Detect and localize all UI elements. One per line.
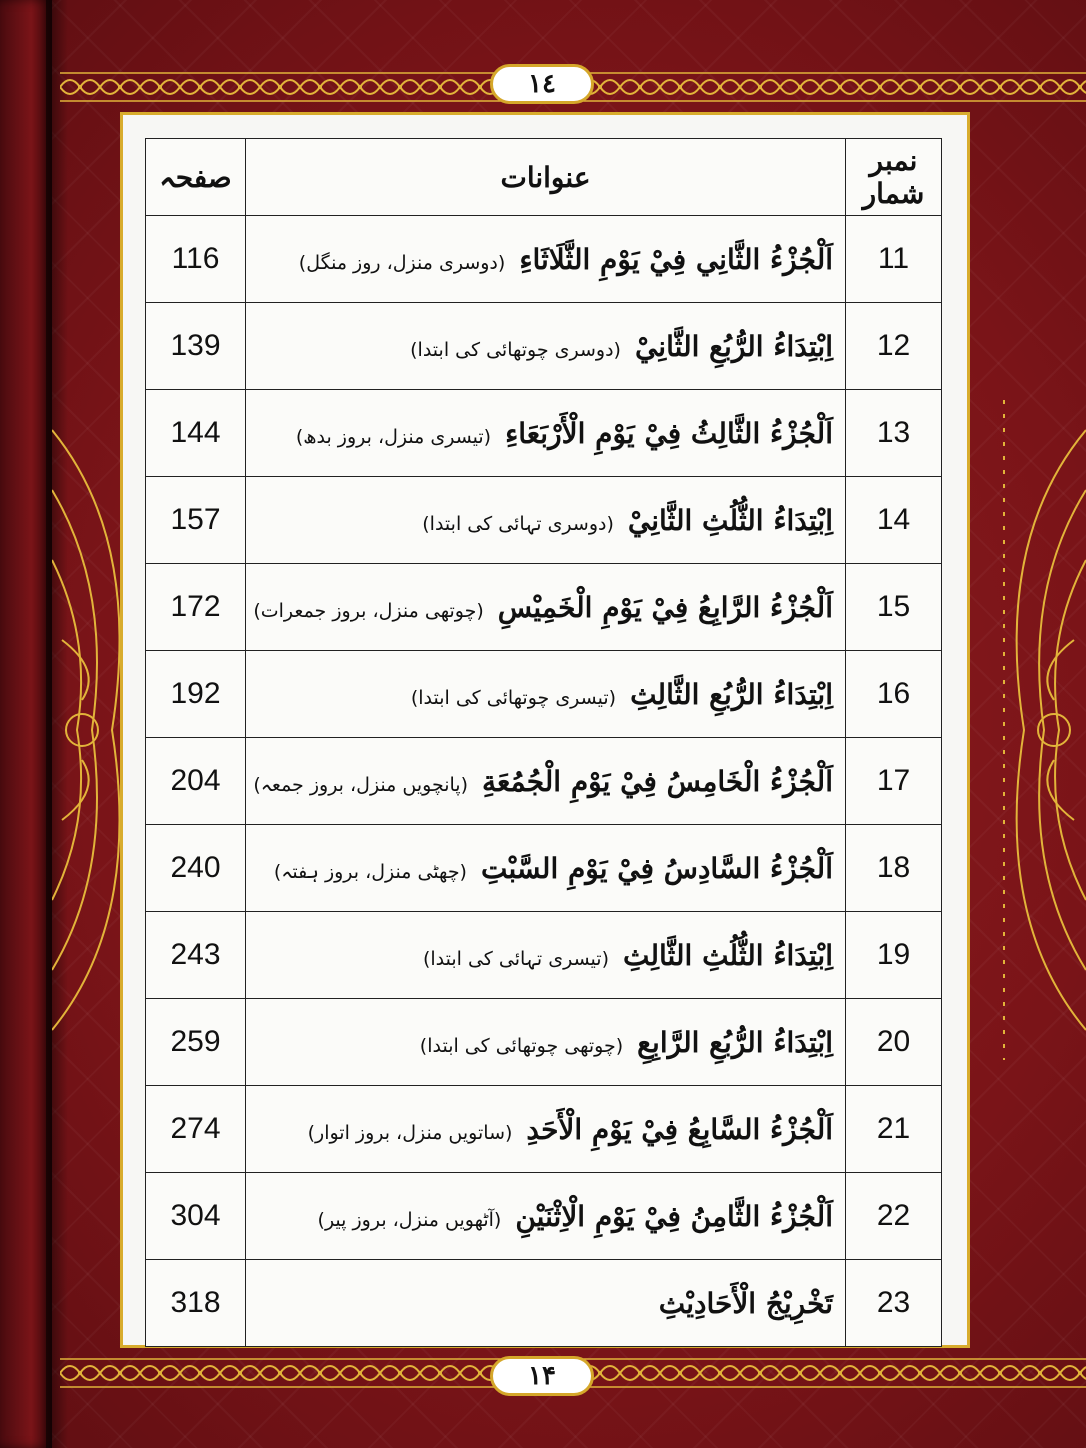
- table-row: [146, 303, 942, 390]
- row-arabic-title: اَلْجُزْءُ الثَّامِنُ فِيْ يَوْمِ الْاِثْنَيْنِ: [515, 1199, 833, 1233]
- table-row: [146, 564, 942, 651]
- row-urdu-note: (دوسری چوتھائی کی ابتدا): [410, 338, 621, 361]
- right-floral-ornament: [974, 340, 1086, 1120]
- table-row: [146, 1086, 942, 1173]
- row-serial: 19: [846, 912, 942, 999]
- row-urdu-note: (آٹھویں منزل، بروز پیر): [317, 1208, 502, 1231]
- row-title: [246, 477, 846, 564]
- row-urdu-note: (تیسری تہائی کی ابتدا): [422, 947, 609, 970]
- left-page-edge: [0, 0, 52, 1448]
- row-title: [246, 1086, 846, 1173]
- row-title: [246, 999, 846, 1086]
- row-serial: 13: [846, 390, 942, 477]
- row-urdu-note: (چھٹی منزل، بروز ہفتہ): [273, 860, 467, 883]
- row-arabic-title: اَلْجُزْءُ الثَّانِي فِيْ يَوْمِ الثَّلَاثَاءِ: [519, 242, 833, 276]
- row-arabic-title: اِبْتِدَاءُ الرُّبُعِ الثَّالِثِ: [630, 677, 833, 711]
- table-header-row: [146, 139, 942, 216]
- row-page: 274: [146, 1086, 246, 1173]
- row-serial: 16: [846, 651, 942, 738]
- row-page: 192: [146, 651, 246, 738]
- row-title: [246, 1173, 846, 1260]
- row-arabic-title: اِبْتِدَاءُ الرُّبُعِ الرَّابِعِ: [637, 1025, 833, 1059]
- row-urdu-note: (تیسری منزل، بروز بدھ): [295, 425, 492, 448]
- row-title: [246, 1260, 846, 1347]
- row-page: 139: [146, 303, 246, 390]
- table-row: [146, 999, 942, 1086]
- row-arabic-title: اَلْجُزْءُ السَّابِعُ فِيْ يَوْمِ الْأَحَدِ: [526, 1112, 833, 1146]
- row-page: 204: [146, 738, 246, 825]
- page-number-bottom: ١۴: [490, 1356, 594, 1396]
- row-arabic-title: اِبْتِدَاءُ الثُّلُثِ الثَّالِثِ: [623, 938, 833, 972]
- row-serial: 22: [846, 1173, 942, 1260]
- table-of-contents: [145, 138, 942, 1347]
- row-page: 304: [146, 1173, 246, 1260]
- row-arabic-title: اِبْتِدَاءُ الرُّبُعِ الثَّانِيْ: [634, 329, 833, 363]
- row-urdu-note: (دوسری تہائی کی ابتدا): [422, 512, 614, 535]
- row-title: [246, 912, 846, 999]
- row-serial: 15: [846, 564, 942, 651]
- row-urdu-note: (چوتھی منزل، بروز جمعرات): [253, 599, 484, 622]
- row-page: 116: [146, 216, 246, 303]
- row-title: [246, 390, 846, 477]
- row-title: [246, 216, 846, 303]
- table-row: [146, 651, 942, 738]
- table-row: [146, 1173, 942, 1260]
- table-row: [146, 390, 942, 477]
- row-urdu-note: (ساتویں منزل، بروز اتوار): [307, 1121, 513, 1144]
- table-row: [146, 825, 942, 912]
- row-arabic-title: اَلْجُزْءُ الرَّابِعُ فِيْ يَوْمِ الْخَمِيْسِ: [497, 590, 833, 624]
- row-urdu-note: (تیسری چوتھائی کی ابتدا): [410, 686, 617, 709]
- row-page: 318: [146, 1260, 246, 1347]
- table-row: [146, 477, 942, 564]
- row-urdu-note: (دوسری منزل، روز منگل): [298, 251, 506, 274]
- row-title: [246, 303, 846, 390]
- row-arabic-title: تَخْرِيْجُ الْأَحَادِيْثِ: [658, 1286, 833, 1320]
- header-page: صفحہ: [146, 139, 246, 216]
- row-page: 259: [146, 999, 246, 1086]
- row-serial: 18: [846, 825, 942, 912]
- row-page: 172: [146, 564, 246, 651]
- header-serial: نمبر شمار: [846, 139, 942, 216]
- row-urdu-note: (پانچویں منزل، بروز جمعہ): [253, 773, 468, 796]
- row-arabic-title: اَلْجُزْءُ السَّادِسُ فِيْ يَوْمِ السَّبْتِ: [480, 851, 833, 885]
- row-title: [246, 825, 846, 912]
- row-page: 240: [146, 825, 246, 912]
- row-page: 144: [146, 390, 246, 477]
- row-arabic-title: اِبْتِدَاءُ الثُّلُثِ الثَّانِيْ: [627, 503, 833, 537]
- row-serial: 21: [846, 1086, 942, 1173]
- row-urdu-note: (چوتھی چوتھائی کی ابتدا): [419, 1034, 624, 1057]
- row-arabic-title: اَلْجُزْءُ الثَّالِثُ فِيْ يَوْمِ الْأَرْبَعَاءِ: [505, 416, 833, 450]
- row-serial: 11: [846, 216, 942, 303]
- row-serial: 12: [846, 303, 942, 390]
- row-page: 157: [146, 477, 246, 564]
- row-page: 243: [146, 912, 246, 999]
- row-title: [246, 564, 846, 651]
- row-title: [246, 651, 846, 738]
- row-serial: 20: [846, 999, 942, 1086]
- row-serial: 14: [846, 477, 942, 564]
- row-serial: 23: [846, 1260, 942, 1347]
- row-title: [246, 738, 846, 825]
- table-row: [146, 216, 942, 303]
- row-arabic-title: اَلْجُزْءُ الْخَامِسُ فِيْ يَوْمِ الْجُمُعَةِ: [481, 764, 833, 798]
- table-row: [146, 912, 942, 999]
- table-row: [146, 738, 942, 825]
- page-number-top: ١٤: [490, 64, 594, 104]
- header-title: عنوانات: [246, 139, 846, 216]
- table-row: [146, 1260, 942, 1347]
- row-serial: 17: [846, 738, 942, 825]
